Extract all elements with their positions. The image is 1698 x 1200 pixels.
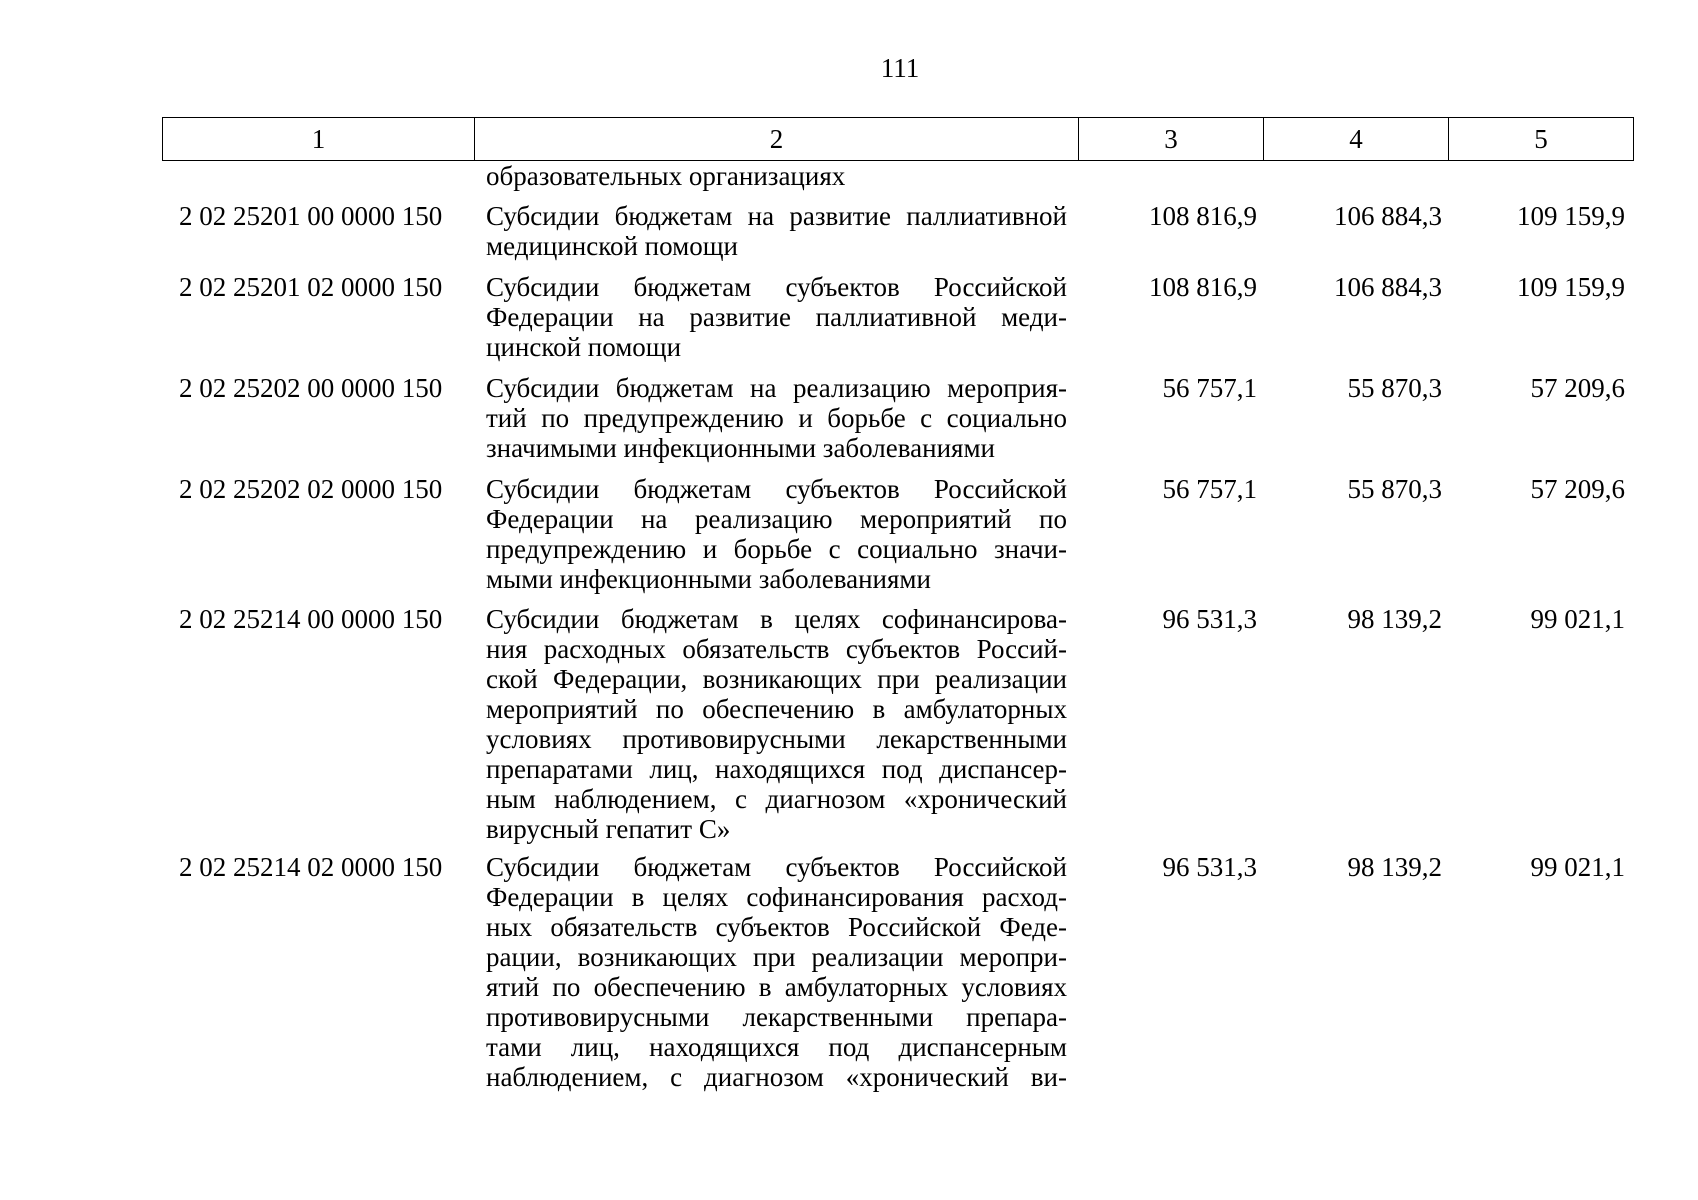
col5-value: 109 159,9	[1517, 272, 1625, 302]
continuation-text	[486, 161, 1067, 191]
col4-value: 98 139,2	[1347, 604, 1442, 634]
description-line: ным наблюдением, с диагнозом «хронический	[486, 784, 1067, 814]
description-line: ных обязательств субъектов Российской Феде-	[486, 912, 1067, 942]
description-line: рации, возникающих при реализации меропри-	[486, 942, 1067, 972]
budget-code: 2 02 25214 02 0000 150	[179, 852, 443, 882]
description-line: тий по предупреждению и борьбе с социально	[486, 403, 1067, 433]
col4-value: 55 870,3	[1347, 474, 1442, 504]
description-line: условиях противовирусными лекарственными	[486, 724, 1067, 754]
description-line: Субсидии бюджетам в целях софинансирова-	[486, 604, 1067, 634]
header-col-2: 2	[475, 118, 1079, 161]
col5-value: 57 209,6	[1530, 474, 1625, 504]
col4-value: 106 884,3	[1334, 272, 1442, 302]
budget-code: 2 02 25202 00 0000 150	[179, 373, 443, 403]
table-header	[162, 117, 1634, 161]
col3-value: 56 757,1	[1162, 373, 1257, 403]
col5-value: 99 021,1	[1530, 852, 1625, 882]
description-line: медицинской помощи	[486, 231, 738, 261]
description-line: цинской помощи	[486, 332, 682, 362]
col4-value: 106 884,3	[1334, 201, 1442, 231]
header-col-3: 3	[1079, 118, 1264, 161]
description-line: значимыми инфекционными заболеваниями	[486, 433, 995, 463]
row-description	[486, 373, 1067, 463]
description-line: ния расходных обязательств субъектов Россий-	[486, 634, 1067, 664]
header-row	[163, 118, 1634, 161]
col3-value: 96 531,3	[1162, 604, 1257, 634]
description-line: Федерации на реализацию мероприятий по	[486, 504, 1067, 534]
description-line: Субсидии бюджетам на реализацию мероприя-	[486, 373, 1067, 403]
row-description	[486, 474, 1067, 594]
page-number: 111	[880, 53, 920, 83]
row-description	[486, 272, 1067, 362]
col3-value: 108 816,9	[1149, 201, 1257, 231]
col4-value: 55 870,3	[1347, 373, 1442, 403]
header-col-5: 5	[1449, 118, 1634, 161]
description-line: противовирусными лекарственными препара-	[486, 1002, 1067, 1032]
description-line: мероприятий по обеспечению в амбулаторных	[486, 694, 1067, 724]
description-line: Субсидии бюджетам субъектов Российской	[486, 474, 1067, 504]
description-line: мыми инфекционными заболеваниями	[486, 564, 931, 594]
col5-value: 99 021,1	[1530, 604, 1625, 634]
col5-value: 109 159,9	[1517, 201, 1625, 231]
budget-code: 2 02 25201 02 0000 150	[179, 272, 443, 302]
header-col-1: 1	[163, 118, 475, 161]
col4-value: 98 139,2	[1347, 852, 1442, 882]
description-line: наблюдением, с диагнозом «хронический ви-	[486, 1062, 1067, 1092]
budget-code: 2 02 25214 00 0000 150	[179, 604, 443, 634]
row-description	[486, 201, 1067, 261]
budget-code: 2 02 25201 00 0000 150	[179, 201, 443, 231]
description-line: вирусный гепатит С»	[486, 814, 731, 844]
description-line: Субсидии бюджетам субъектов Российской	[486, 272, 1067, 302]
row-description	[486, 852, 1067, 1092]
col3-value: 108 816,9	[1149, 272, 1257, 302]
description-line: образовательных организациях	[486, 161, 846, 191]
row-description	[486, 604, 1067, 844]
description-line: предупреждению и борьбе с социально значи-	[486, 534, 1067, 564]
budget-code: 2 02 25202 02 0000 150	[179, 474, 443, 504]
col3-value: 96 531,3	[1162, 852, 1257, 882]
description-line: Федерации в целях софинансирования расход-	[486, 882, 1067, 912]
col3-value: 56 757,1	[1162, 474, 1257, 504]
description-line: Субсидии бюджетам на развитие паллиативной	[486, 201, 1067, 231]
description-line: Субсидии бюджетам субъектов Российской	[486, 852, 1067, 882]
col5-value: 57 209,6	[1530, 373, 1625, 403]
header-col-4: 4	[1264, 118, 1449, 161]
description-line: ской Федерации, возникающих при реализации	[486, 664, 1067, 694]
description-line: Федерации на развитие паллиативной меди-	[486, 302, 1067, 332]
description-line: ятий по обеспечению в амбулаторных условиях	[486, 972, 1067, 1002]
description-line: тами лиц, находящихся под диспансерным	[486, 1032, 1067, 1062]
description-line: препаратами лиц, находящихся под диспансер-	[486, 754, 1067, 784]
